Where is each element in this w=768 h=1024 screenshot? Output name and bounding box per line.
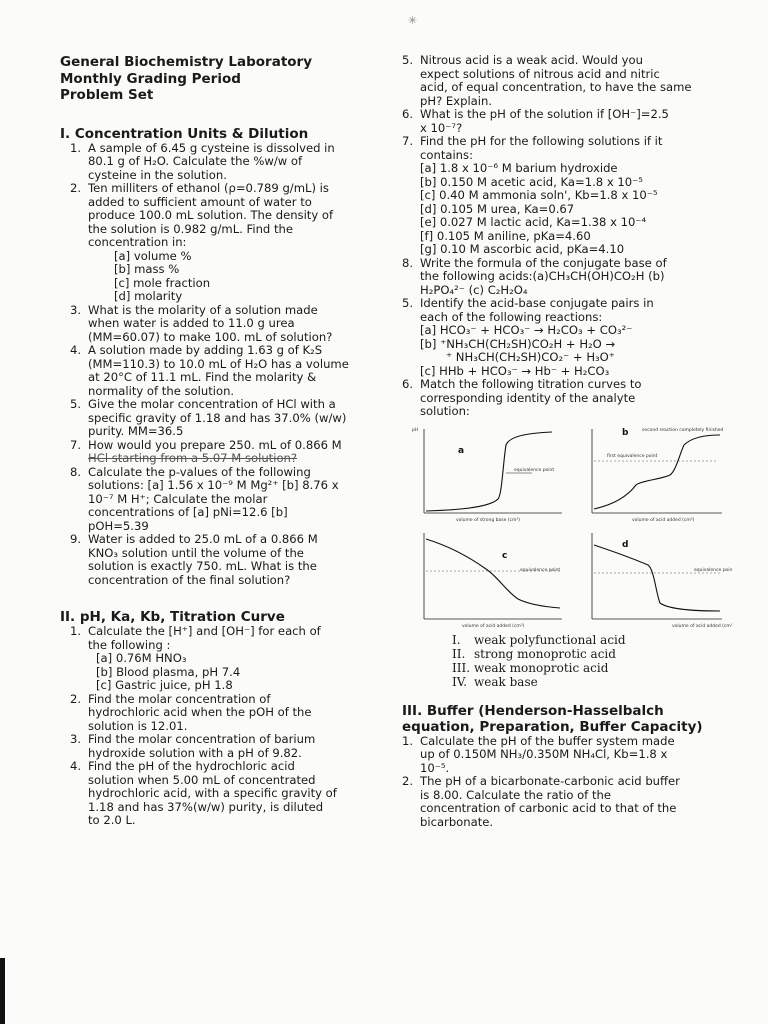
x-axis-label: volume of strong base (cm³) xyxy=(456,517,520,523)
sub-item: [g] 0.10 M ascorbic acid, pKa=4.10 xyxy=(420,242,625,256)
identity-item: III. weak monoprotic acid xyxy=(452,660,609,675)
right-column xyxy=(402,54,732,829)
sub-item: [f] 0.105 M aniline, pKa=4.60 xyxy=(420,228,591,243)
question-1-4: 4. A solution made by adding 1.63 g of K₂S (MM=110.3) to 10.0 mL of H₂O has a volume at 20°C of 11.1 mL. Find the molarity & normality of the solution. xyxy=(70,343,349,398)
graph-b xyxy=(592,427,724,523)
question-3-1: 1. Calculate the pH of the buffer system made up of 0.150M NH₃/0.350M NH₄Cl, Kb=1.8 x 10⁻⁵. xyxy=(402,733,675,775)
question-1-7: 7. How would you prepare 250. mL of 0.866 M HCl starting from a 5.07 M solution? xyxy=(70,437,342,465)
graph-d xyxy=(592,533,732,629)
x-axis-label: volume of acid added (cm³) xyxy=(672,623,732,629)
question-2-5b: 5. Identify the acid-base conjugate pairs in each of the following reactions: [a] HCO₃⁻ + HCO₃⁻ → H₂CO₃ + CO₃²⁻ [b] ⁺NH₃CH(CH₂SH)CO₂H + H₂O → ⁺ NH₃CH(CH₂SH)CO₂⁻ + H₃O⁺ [c] HHb + HCO₃⁻ → Hb⁻ + H₂CO₃ xyxy=(402,297,732,378)
reaction: [c] HHb + HCO₃⁻ → Hb⁻ + H₂CO₃ xyxy=(420,363,610,378)
title-line-3: Problem Set xyxy=(60,87,154,103)
document-title xyxy=(60,54,382,104)
section-2-title: II. pH, Ka, Kb, Titration Curve xyxy=(60,609,285,625)
graph-label-a: a xyxy=(458,445,465,456)
question-2-6: 6. What is the pH of the solution if [OH⁻]=2.5 x 10⁻⁷? xyxy=(402,107,669,135)
x-axis-label: volume of acid added (cm³) xyxy=(632,517,695,523)
title-line-2: Monthly Grading Period xyxy=(60,70,241,87)
graph-label-b: b xyxy=(622,427,629,438)
equivalence-label: equivalence point xyxy=(514,467,555,473)
y-axis-label: pH xyxy=(412,427,419,433)
question-2-8: 8. Write the formula of the conjugate base of the following acids:(a)CH₃CH(OH)CO₂H (b) H₂PO₄²⁻ (c) C₂H₂O₄ xyxy=(402,255,667,297)
annotation: second reaction completely finished xyxy=(642,427,724,433)
graph-c xyxy=(424,533,562,629)
question-2-5: 5. Nitrous acid is a weak acid. Would you expect solutions of nitrous acid and nitric acid, of equal concentration, to have the same pH? Explain. xyxy=(402,53,692,108)
titration-figure xyxy=(402,423,732,633)
equivalence-label: equivalence point xyxy=(694,567,732,573)
reaction: [b] ⁺NH₃CH(CH₂SH)CO₂H + H₂O → xyxy=(420,336,616,351)
section-1-title: I. Concentration Units & Dilution xyxy=(60,125,309,142)
question-2-1: 1. Calculate the [H⁺] and [OH⁻] for each of the following : [a] 0.76M HNO₃ [b] Blood plasma, pH 7.4 [c] Gastric juice, pH 1.8 xyxy=(70,625,382,693)
graph-label-d: d xyxy=(622,539,629,550)
graph-label-c: c xyxy=(502,550,508,561)
graph-a xyxy=(412,427,562,523)
sub-item: [b] 0.150 M acetic acid, Ka=1.8 x 10⁻⁵ xyxy=(420,174,643,189)
reaction: ⁺ NH₃CH(CH₂SH)CO₂⁻ + H₃O⁺ xyxy=(446,350,615,364)
sub-item: [d] 0.105 M urea, Ka=0.67 xyxy=(420,201,575,216)
sub-item: [a] 1.8 x 10⁻⁶ M barium hydroxide xyxy=(420,161,618,175)
equivalence-label: equivalence point xyxy=(520,567,561,573)
sub-item: [b] mass % xyxy=(114,262,180,276)
x-axis-label: volume of acid added (cm³) xyxy=(462,623,525,629)
reaction: [a] HCO₃⁻ + HCO₃⁻ → H₂CO₃ + CO₃²⁻ xyxy=(420,323,633,337)
analyte-identities xyxy=(452,633,732,689)
left-column xyxy=(60,54,382,828)
sub-item: [a] volume % xyxy=(114,248,192,263)
question-2-7: 7. Find the pH for the following solutions if it contains: [a] 1.8 x 10⁻⁶ M barium hydroxide [b] 0.150 M acetic acid, Ka=1.8 x 10⁻⁵ [c] 0.40 M ammonia soln', Kb=1.8 x 10⁻⁵ [d] 0.105 M urea, Ka=0.67 [e] 0.027 M lactic acid, Ka=1.38 x 10⁻⁴ [f] 0.105 M aniline, pKa=4.60 [g] 0.10 M ascorbic acid, pKa=4.10 xyxy=(402,135,732,257)
question-1-1: 1. A sample of 6.45 g cysteine is dissolved in 80.1 g of H₂O. Calculate the %w/w of cysteine in the solution. xyxy=(70,140,335,182)
sub-item: [c] Gastric juice, pH 1.8 xyxy=(96,678,233,692)
sub-item: [c] 0.40 M ammonia soln', Kb=1.8 x 10⁻⁵ xyxy=(420,188,658,202)
question-1-5: 5. Give the molar concentration of HCl with a specific gravity of 1.18 and has 37.0% (w/w) purity. MM=36.5 xyxy=(70,397,347,438)
scan-edge xyxy=(0,958,5,1024)
question-1-8: 8. Calculate the p-values of the following solutions: [a] 1.56 x 10⁻⁹ M Mg²⁺ [b] 8.76 x 10⁻⁷ M H⁺; Calculate the molar concentrations of [a] pNi=12.6 [b] pOH=5.39 xyxy=(70,464,339,533)
scan-mark: ✳ xyxy=(408,14,418,27)
question-2-2: 2. Find the molar concentration of hydrochloric acid when the pOH of the solution is 12.01. xyxy=(70,691,312,733)
identity-item: I. weak polyfunctional acid xyxy=(452,632,626,647)
sub-item: [c] mole fraction xyxy=(114,275,211,290)
title-line-1: General Biochemistry Laboratory xyxy=(60,54,313,70)
question-1-2: 2. Ten milliters of ethanol (ρ=0.789 g/mL) is added to sufficient amount of water to produce 100.0 mL solution. The density of the solution is 0.982 g/mL. Find the concentration in: [a] volume % [b] mass % [c] mole fraction [d] molarity xyxy=(70,182,382,304)
question-1-9: 9. Water is added to 25.0 mL of a 0.866 M KNO₃ solution until the volume of the solution is exactly 750. mL. What is the concentration of the final solution? xyxy=(70,532,318,587)
question-2-4: 4. Find the pH of the hydrochloric acid solution when 5.00 mL of concentrated hydrochloric acid, with a specific gravity of 1.18 and has 37%(w/w) purity, is diluted to 2.0 L. xyxy=(70,759,337,827)
identity-item: IV. weak base xyxy=(452,674,538,689)
question-2-6b: 6. Match the following titration curves to corresponding identity of the analyte solution: xyxy=(402,377,642,418)
identity-item: II. strong monoprotic acid xyxy=(452,646,616,661)
sub-item: [a] 0.76M HNO₃ xyxy=(96,651,187,665)
annotation: first equivalence point xyxy=(607,453,658,459)
section-3-title: III. Buffer (Henderson-Hasselbalch equation, Preparation, Buffer Capacity) xyxy=(402,702,703,735)
question-2-3: 3. Find the molar concentration of barium hydroxide solution with a pH of 9.82. xyxy=(70,732,316,760)
titration-curves xyxy=(402,423,732,633)
question-3-2: 2. The pH of a bicarbonate-carbonic acid buffer is 8.00. Calculate the ratio of the concentration of carbonic acid to that of the bicarbonate. xyxy=(402,774,680,829)
sub-item: [b] Blood plasma, pH 7.4 xyxy=(96,664,241,679)
question-1-3: 3. What is the molarity of a solution made when water is added to 11.0 g urea (MM=60.07) to make 100. mL of solution? xyxy=(70,302,333,344)
sub-item: [d] molarity xyxy=(114,289,183,303)
sub-item: [e] 0.027 M lactic acid, Ka=1.38 x 10⁻⁴ xyxy=(420,215,647,229)
